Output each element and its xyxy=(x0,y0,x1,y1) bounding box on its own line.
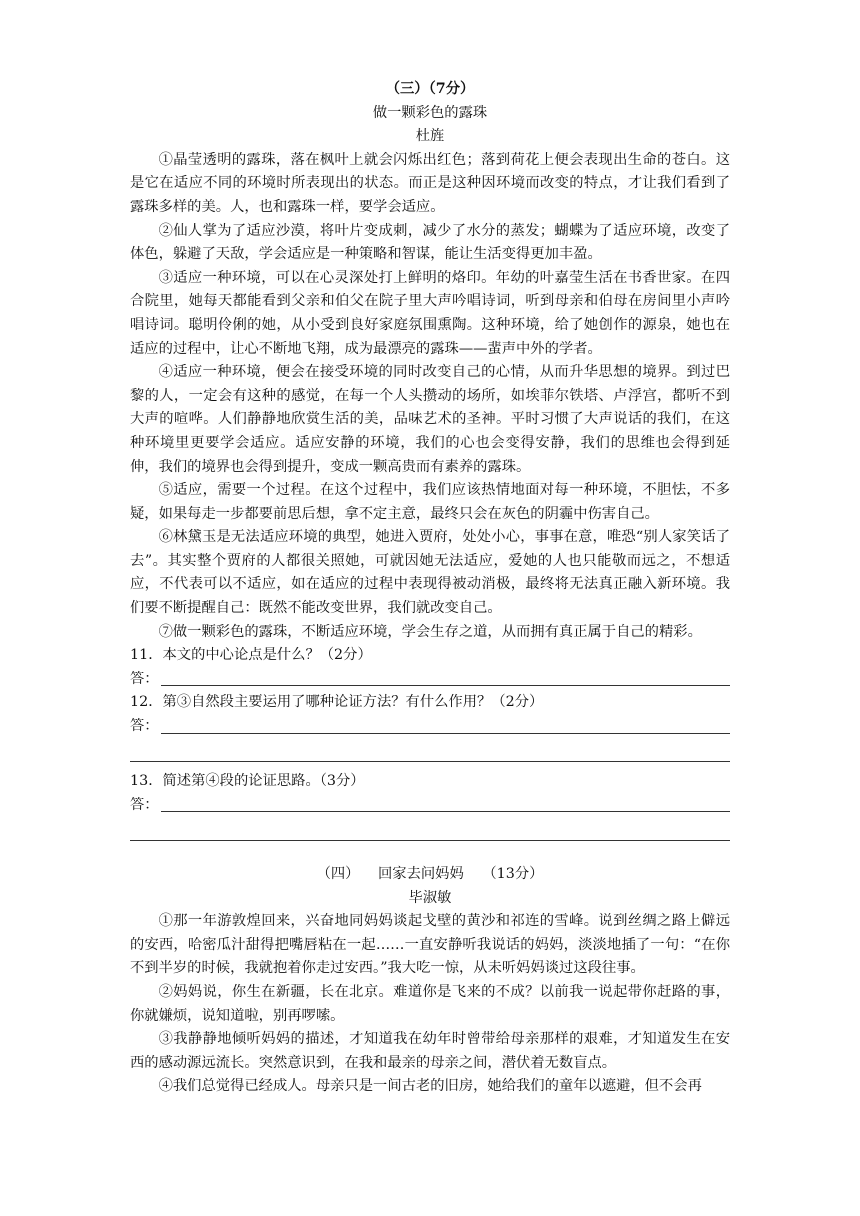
section4-paragraph-3: ③我静静地倾听妈妈的描述，才知道我在幼年时曾带给母亲那样的艰难，才知道发生在安西的感动源远流长。突然意识到，在我和最亲的母亲之间，潜伏着无数盲点。 xyxy=(130,1031,730,1071)
section3-heading: （三）（7分） xyxy=(385,81,475,97)
section3-paragraph-3: ③适应一种环境，可以在心灵深处打上鲜明的烙印。年幼的叶嘉莹生活在书香世家。在四合院里，她每天都能看到父亲和伯父在院子里大声吟唱诗词，听到母亲和伯母在房间里小声吟唱诗词。聪明伶俐的她，从小受到良好家庭氛围熏陶。这种环境，给了她创作的源泉，她也在适应的过程中，让心不断地飞翔，成为最漂亮的露珠——蜚声中外的学者。 xyxy=(130,269,730,357)
section4-paragraph-1: ①那一年游敦煌回来，兴奋地同妈妈谈起戈壁的黄沙和祁连的雪峰。说到丝绸之路上僻远的安西，哈密瓜汁甜得把嘴唇粘在一起……一直安静听我说话的妈妈，淡淡地插了一句：“在你不到半岁的时候，我就抱着你走过安西。”我大吃一惊，从未听妈妈谈过这段往事。 xyxy=(130,913,730,977)
section4-paragraph-2: ②妈妈说，你生在新疆，长在北京。难道你是飞来的不成？以前我一说起带你赶路的事，你就嫌烦，说知道啦，别再啰嗦。 xyxy=(130,983,730,1024)
answer-label: 答： xyxy=(130,670,159,687)
answer-line-11[interactable] xyxy=(130,668,730,692)
answer-label: 答： xyxy=(130,718,159,735)
answer-rule xyxy=(161,811,730,812)
answer-rule xyxy=(161,685,730,686)
section3-paragraph-6: ⑥林黛玉是无法适应环境的典型，她进入贾府，处处小心，事事在意，唯恐“别人家笑话了去”。其实整个贾府的人都很关照她，可就因她无法适应，爱她的人也只能敬而远之，不想适应，不代表可以不适应，如在适应的过程中表现得被动消极，最终将无法真正融入新环境。我们要不断提醒自己：既然不能改变世界，我们就改变自己。 xyxy=(130,529,730,617)
section3-title: 做一颗彩色的露珠 xyxy=(372,104,488,121)
section4-heading xyxy=(130,863,730,887)
question-13: 13．简述第④段的论证思路。（3分） xyxy=(130,773,365,790)
document-page xyxy=(130,78,730,1099)
answer-line-13-extra[interactable] xyxy=(130,817,730,841)
section3-author: 杜旌 xyxy=(415,128,445,145)
section3-paragraph-7: ⑦做一颗彩色的露珠，不断适应环境，学会生存之道，从而拥有真正属于自己的精彩。 xyxy=(158,623,702,640)
section4-author: 毕淑敏 xyxy=(408,889,452,906)
section4-paragraph-4: ④我们总觉得已经成人。母亲只是一间古老的旧房，她给我们的童年以遮避，但不会再 xyxy=(158,1078,702,1095)
section3-paragraph-1: ①晶莹透明的露珠，落在枫叶上就会闪烁出红色；落到荷花上便会表现出生命的苍白。这是它在适应不同的环境时所表现出的状态。而正是这种因环境而改变的特点，才让我们看到了露珠多样的美。人，也和露珠一样，要学会适应。 xyxy=(130,151,730,215)
section3-paragraph-5: ⑤适应，需要一个过程。在这个过程中，我们应该热情地面对每一种环境，不胆怯，不多疑，如果每走一步都要前思后想，拿不定主意，最终只会在灰色的阴霾中伤害自己。 xyxy=(130,482,730,522)
section-gap xyxy=(130,841,730,863)
section4-title: 回家去问妈妈 xyxy=(378,866,464,882)
answer-label: 答： xyxy=(130,796,159,813)
section4-number: （四） xyxy=(316,866,360,882)
question-11: 11．本文的中心论点是什么？（2分） xyxy=(130,647,372,664)
answer-line-13[interactable] xyxy=(130,794,730,818)
section3-paragraph-2: ②仙人掌为了适应沙漠，将叶片变成刺，减少了水分的蒸发；蝴蝶为了适应环境，改变了体色，躲避了天敌，学会适应是一种策略和智谋，能让生活变得更加丰盈。 xyxy=(130,222,730,263)
question-12: 12．第③自然段主要运用了哪种论证方法？有什么作用？（2分） xyxy=(130,694,544,711)
section4-score: （13分） xyxy=(482,866,544,882)
section3-paragraph-4: ④适应一种环境，便会在接受环境的同时改变自己的心情，从而升华思想的境界。到过巴黎的人，一定会有这种的感觉，在每一个人头攒动的场所，如埃菲尔铁塔、卢浮宫，都听不到大声的喧哗。人们静静地欣赏生活的美，品味艺术的圣神。平时习惯了大声说话的我们，在这种环境里更要学会适应。适应安静的环境，我们的心也会变得安静，我们的思维也会得到延伸，我们的境界也会得到提升，变成一颗高贵而有素养的露珠。 xyxy=(130,364,730,475)
answer-line-12-extra[interactable] xyxy=(130,739,730,763)
answer-line-12[interactable] xyxy=(130,715,730,739)
answer-rule xyxy=(161,733,730,734)
